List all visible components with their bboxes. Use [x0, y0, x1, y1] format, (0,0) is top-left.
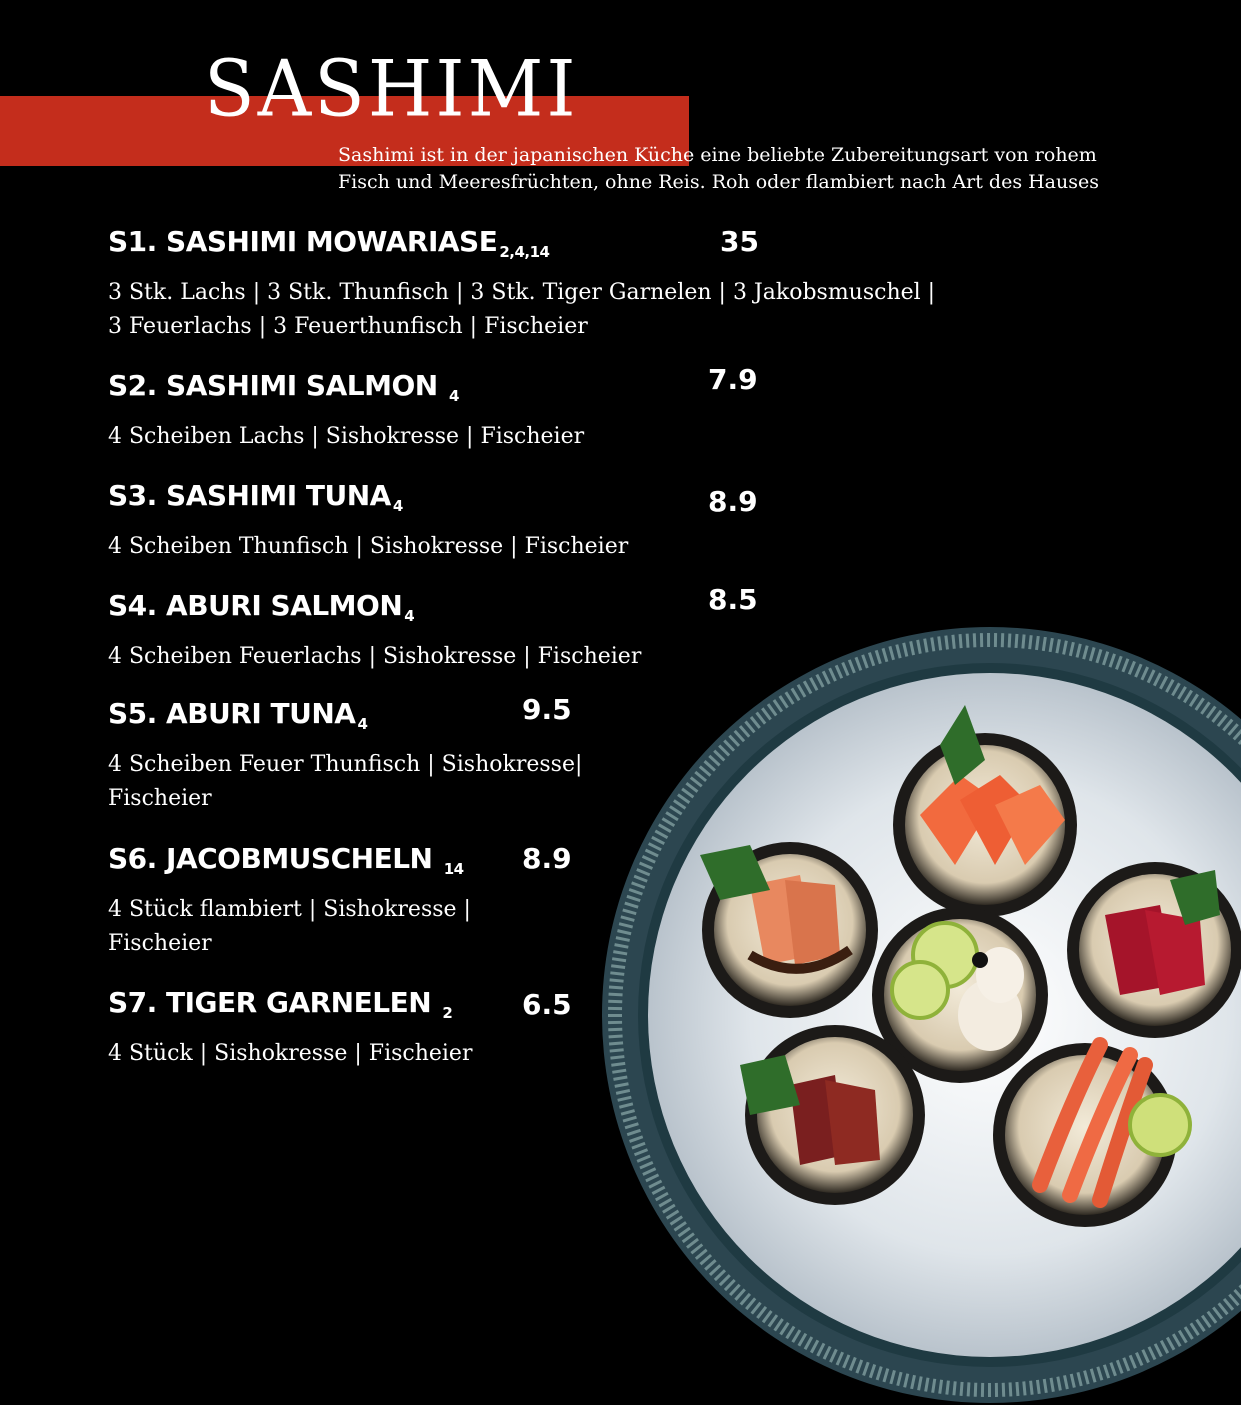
menu-item-s4 — [108, 583, 758, 674]
item-description: 4 Scheiben Feuer Thunfisch | Sishokresse| Fischeier — [108, 752, 583, 811]
item-price: 7.9 — [708, 363, 758, 396]
intro-line-2: Fisch und Meeresfrüchten, ohne Reis. Roh oder flambiert nach Art des Hauses — [338, 171, 1099, 193]
item-name: S1. SASHIMI MOWARIASE $_{2,4,14}$ — [108, 225, 550, 261]
item-description: 4 Scheiben Lachs | Sishokresse | Fischeier — [108, 424, 585, 449]
item-price: 8.9 — [522, 842, 572, 875]
menu-item-s6 — [108, 842, 572, 961]
item-description: 4 Scheiben Thunfisch | Sishokresse | Fischeier — [108, 534, 629, 559]
item-price: 6.5 — [522, 988, 572, 1021]
item-description: 4 Stück | Sishokresse | Fischeier — [108, 1041, 473, 1066]
item-price: 35 — [720, 225, 759, 258]
item-name: S5. ABURI TUNA $_4$ — [108, 697, 368, 733]
menu-item-s2 — [108, 363, 758, 454]
item-name: S3. SASHIMI TUNA $_4$ — [108, 479, 403, 515]
item-name: S2. SASHIMI SALMON $_4$ — [108, 369, 459, 405]
menu-item-s3 — [108, 479, 758, 564]
item-price: 8.5 — [708, 583, 758, 616]
item-price: 9.5 — [522, 693, 572, 726]
allergen-codes: 2,4,14 — [499, 243, 550, 261]
intro-line-1: Sashimi ist in der japanischen Küche eine beliebte Zubereitungsart von rohem — [338, 144, 1097, 166]
menu-item-s1 — [108, 226, 935, 344]
allergen-codes: 4 — [404, 607, 415, 625]
sashimi-plate-photo — [600, 625, 1241, 1405]
item-description: 4 Scheiben Feuerlachs | Sishokresse | Fischeier — [108, 644, 642, 669]
item-description: 4 Stück flambiert | Sishokresse | Fischeier — [108, 897, 471, 956]
item-name: S7. TIGER GARNELEN $_2$ — [108, 986, 453, 1022]
allergen-codes: 4 — [357, 715, 368, 733]
item-price: 8.9 — [708, 485, 758, 518]
menu-item-s5 — [108, 693, 583, 816]
allergen-codes: 2 — [442, 1004, 453, 1022]
item-name: S6. JACOBMUSCHELN $_{14}$ — [108, 842, 464, 878]
intro-text — [338, 142, 1218, 196]
item-name: S4. ABURI SALMON $_4$ — [108, 589, 415, 625]
page-title: SASHIMI — [204, 43, 579, 135]
allergen-codes: 14 — [443, 860, 464, 878]
allergen-codes: 4 — [448, 387, 459, 405]
allergen-codes: 4 — [392, 497, 403, 515]
bowl-tuna — [1067, 862, 1241, 1038]
menu-item-s7 — [108, 986, 572, 1071]
item-description: 3 Stk. Lachs | 3 Stk. Thunfisch | 3 Stk. Tiger Garnelen | 3 Jakobsmuschel | 3 Feuerlachs | 3 Feuerthunfisch | Fischeier — [108, 280, 936, 339]
